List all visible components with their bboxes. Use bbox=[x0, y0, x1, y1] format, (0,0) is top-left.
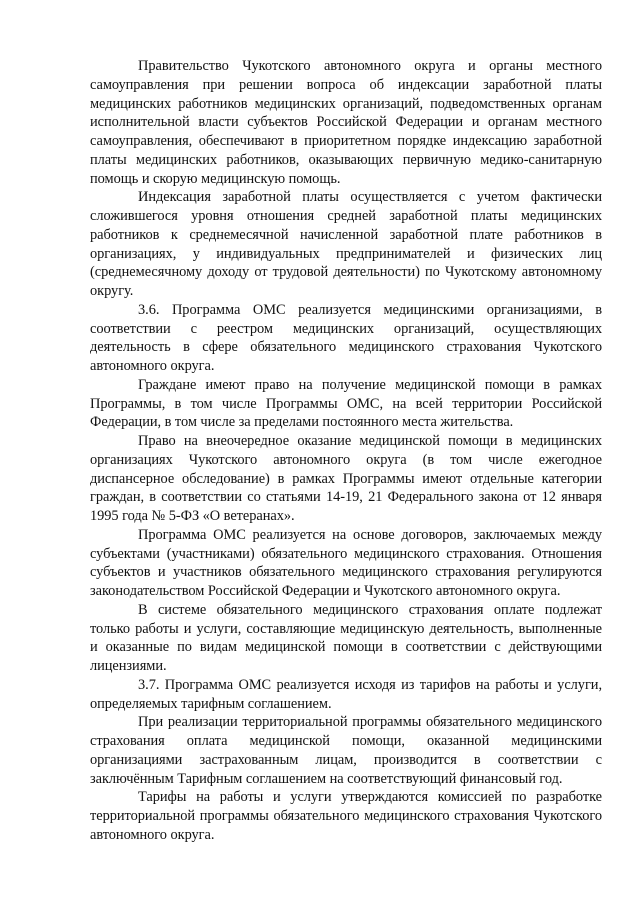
paragraph-citizens-rights: Граждане имеют право на получение медицинской помощи в рамках Программы, в том числе Программы ОМС, на всей территории Российской Федерации, в том числе за пределами постоянного места жительства. bbox=[90, 376, 602, 431]
paragraph-section-3-6: 3.6. Программа ОМС реализуется медицинскими организациями, в соответствии с реестром медицинских организаций, осуществляющих деятельность в сфере обязательного медицинского страхования Чукотского автономного округа. bbox=[90, 301, 602, 374]
paragraph-priority-care: Право на внеочередное оказание медицинской помощи в медицинских организациях Чукотского автономного округа (в том числе ежегодное диспансерное обследование) в рамках Программы имеют отдельные категории граждан, в соответствии со статьями 14-19, 21 Федерального закона от 12 января 1995 года № 5-ФЗ «О ветеранах». bbox=[90, 433, 602, 524]
paragraph-payable-services: В системе обязательного медицинского страхования оплате подлежат только работы и услуги, составляющие медицинскую деятельность, выполненные и оказанные по видам медицинской помощи в соответствии с действующими лицензиями. bbox=[90, 601, 602, 674]
paragraph-tariff-agreement: При реализации территориальной программы обязательного медицинского страхования оплата медицинской помощи, оказанной медицинскими организациями застрахованным лицам, производится в соответствии с заключённым Тарифным соглашением на соответствующий финансовый год. bbox=[90, 714, 602, 787]
paragraph-oms-contracts: Программа ОМС реализуется на основе договоров, заключаемых между субъектами (участниками) обязательного медицинского страхования. Отношения субъектов и участников обязательного медицинского страхования регулируются законодательством Российской Федерации и Чукотского автономного округа. bbox=[90, 526, 602, 599]
paragraph-salary-indexation-priority: Правительство Чукотского автономного округа и органы местного самоуправления при решении вопроса об индексации заработной платы медицинских работников медицинских организаций, подведомственных органам исполнительной власти субъектов Российской Федерации и органам местного самоуправления, обеспечивают в приоритетном порядке индексацию заработной платы медицинских работников, оказывающих первичную медико-санитарную помощь и скорую медицинскую помощь. bbox=[90, 58, 602, 187]
paragraph-tariff-approval: Тарифы на работы и услуги утверждаются комиссией по разработке территориальной программы обязательного медицинского страхования Чукотского автономного округа. bbox=[90, 789, 602, 843]
paragraph-salary-indexation-basis: Индексация заработной платы осуществляется с учетом фактически сложившегося уровня отношения средней заработной платы медицинских работников к среднемесячной начисленной заработной плате работников в организациях, у индивидуальных предпринимателей и физических лиц (среднемесячному доходу от трудовой деятельности) по Чукотскому автономному округу. bbox=[90, 189, 602, 299]
document-page bbox=[90, 57, 602, 845]
paragraph-section-3-7: 3.7. Программа ОМС реализуется исходя из тарифов на работы и услуги, определяемых тарифным соглашением. bbox=[90, 676, 602, 712]
